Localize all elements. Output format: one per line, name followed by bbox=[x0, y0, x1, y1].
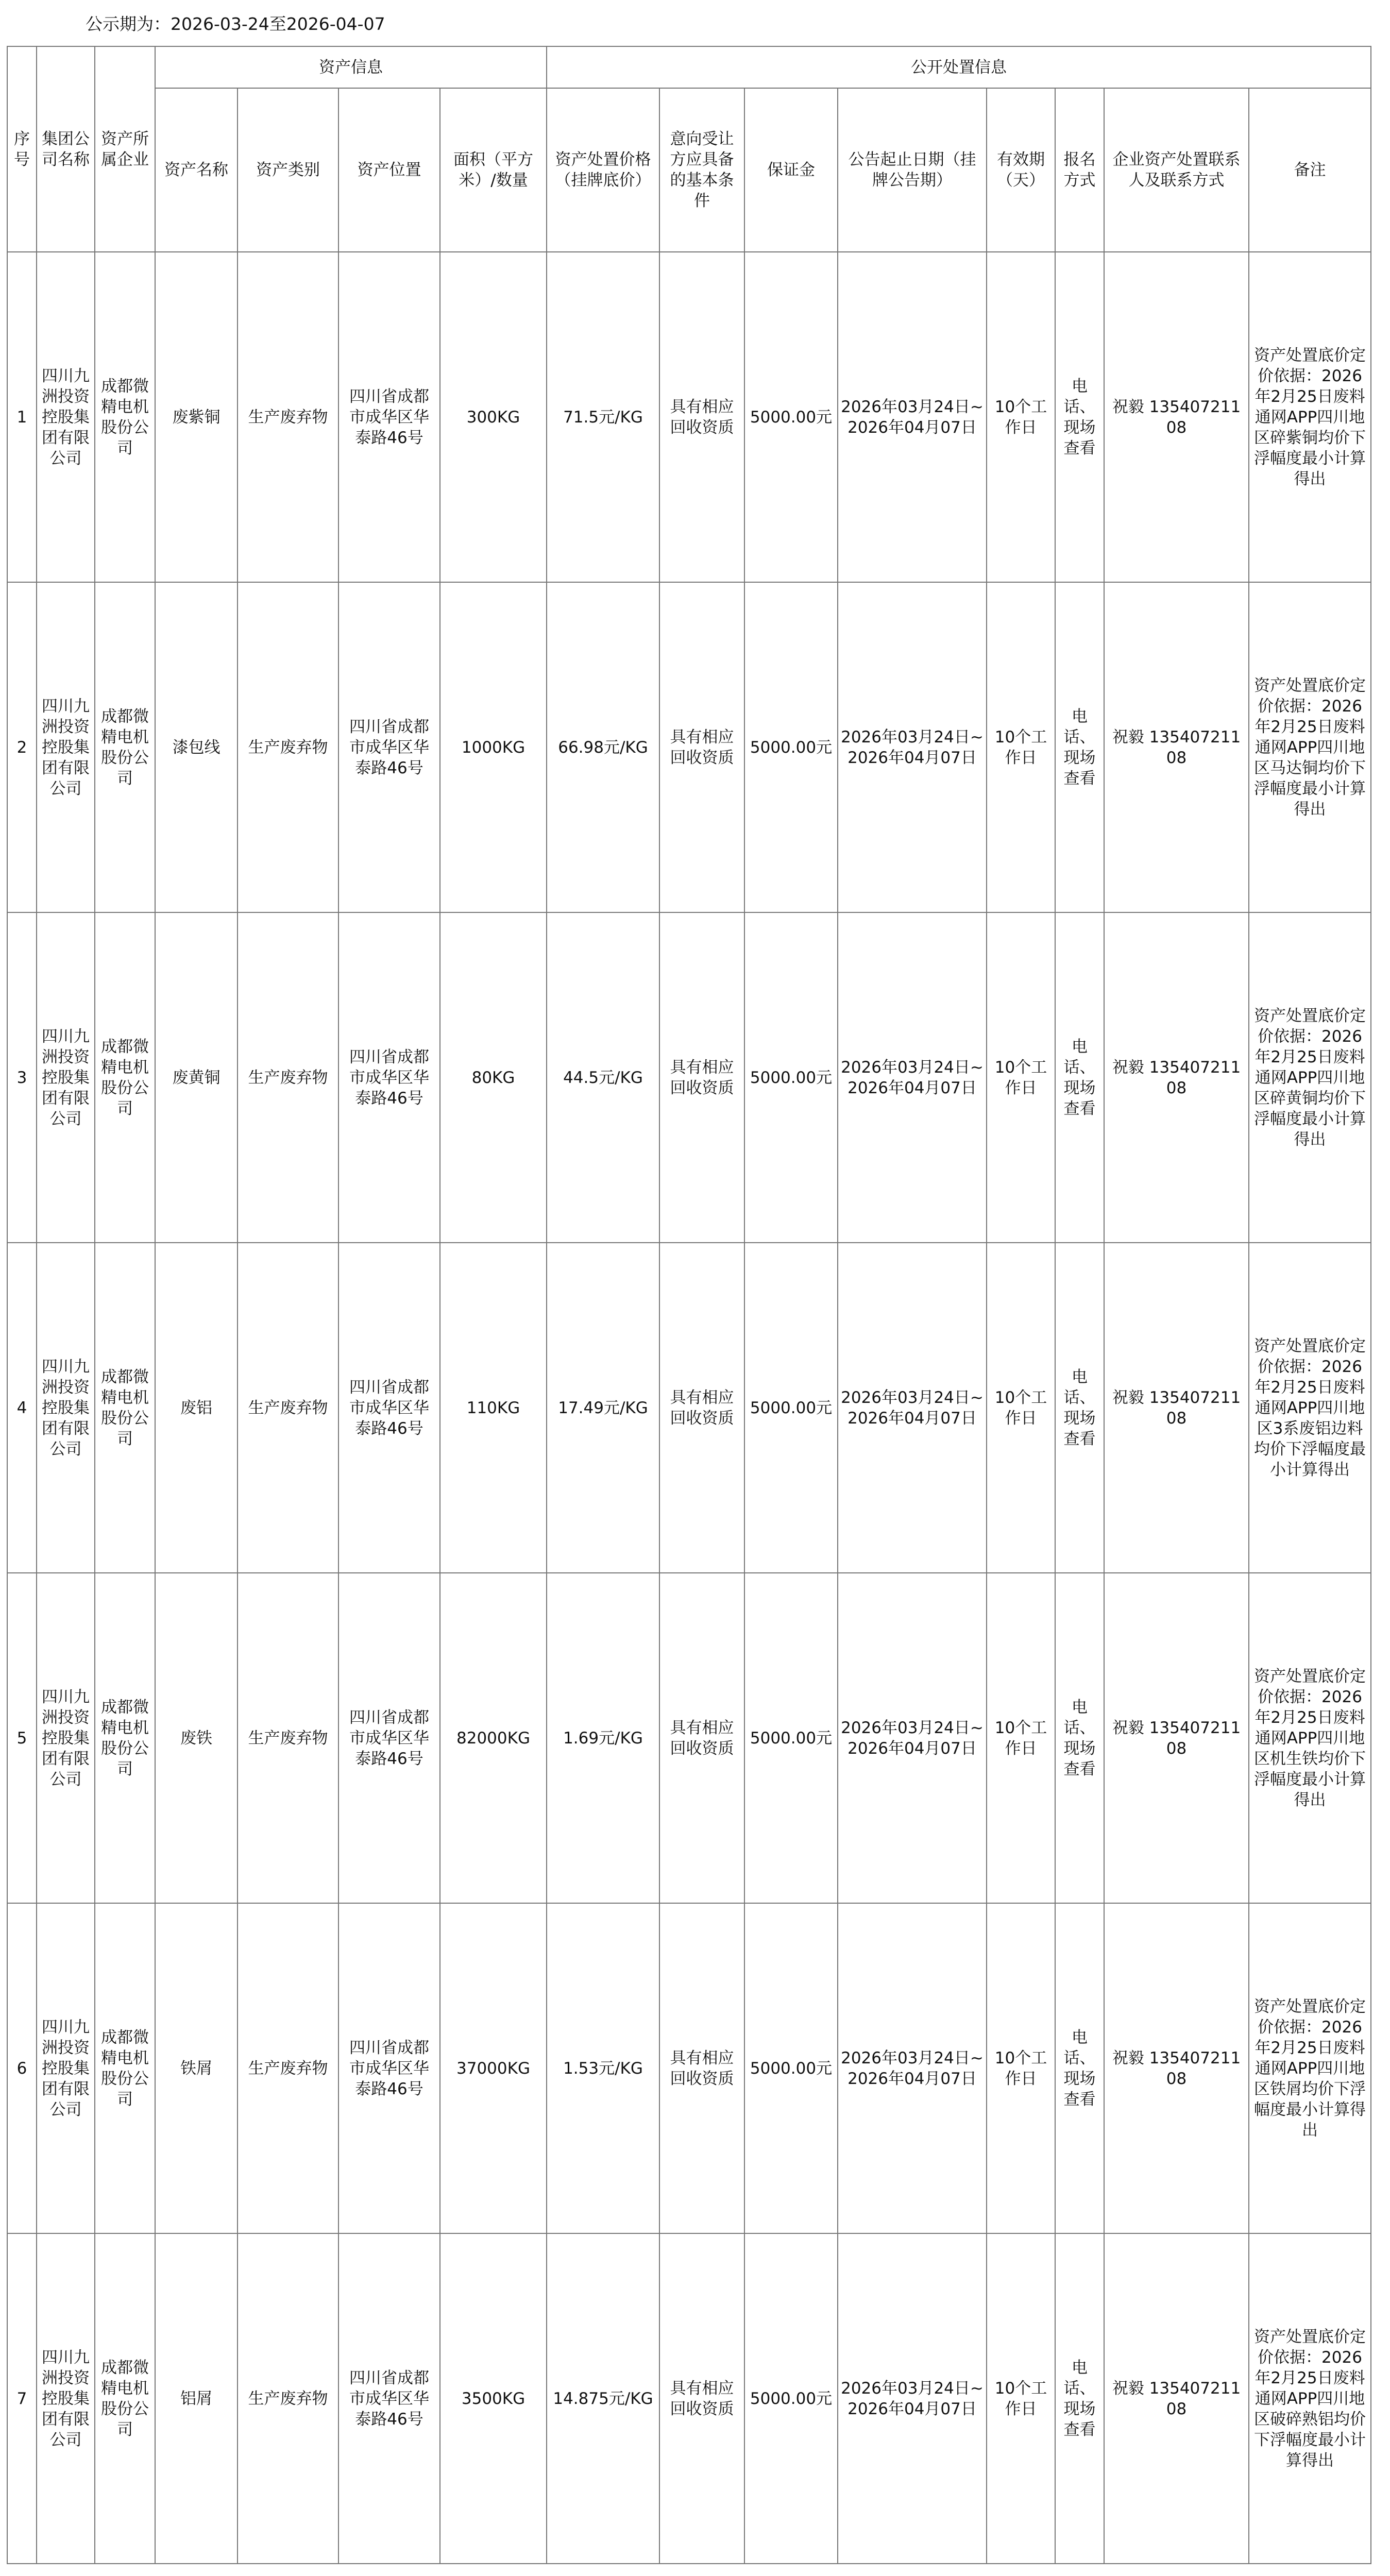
cell-company: 成都微精电机股份公司 bbox=[95, 1573, 155, 1903]
cell-seq: 4 bbox=[7, 1243, 37, 1573]
table-header bbox=[7, 46, 1371, 252]
cell-dates: 2026年03月24日~2026年04月07日 bbox=[838, 252, 987, 582]
cell-validity: 10个工作日 bbox=[987, 1903, 1055, 2233]
cell-validity: 10个工作日 bbox=[987, 252, 1055, 582]
cell-location: 四川省成都市成华区华泰路46号 bbox=[338, 1573, 440, 1903]
cell-asset-type: 生产废弃物 bbox=[238, 252, 338, 582]
cell-signup: 电话、现场查看 bbox=[1055, 252, 1104, 582]
cell-qty: 1000KG bbox=[440, 582, 547, 912]
cell-asset-name: 废紫铜 bbox=[155, 252, 238, 582]
cell-asset-type: 生产废弃物 bbox=[238, 2233, 338, 2564]
cell-price: 44.5元/KG bbox=[547, 912, 659, 1243]
cell-asset-name: 废铁 bbox=[155, 1573, 238, 1903]
cell-signup: 电话、现场查看 bbox=[1055, 912, 1104, 1243]
cell-group: 四川九洲投资控股集团有限公司 bbox=[37, 1903, 95, 2233]
cell-note: 资产处置底价定价依据：2026年2月25日废料通网APP四川地区破碎熟铝均价下浮幅度最小计算得出 bbox=[1249, 2233, 1371, 2564]
table-row bbox=[7, 1903, 1371, 2233]
cell-location: 四川省成都市成华区华泰路46号 bbox=[338, 2233, 440, 2564]
table-row bbox=[7, 252, 1371, 582]
header-deposit: 保证金 bbox=[744, 88, 838, 252]
cell-deposit: 5000.00元 bbox=[744, 2233, 838, 2564]
header-asset-type: 资产类别 bbox=[238, 88, 338, 252]
cell-location: 四川省成都市成华区华泰路46号 bbox=[338, 1243, 440, 1573]
cell-group: 四川九洲投资控股集团有限公司 bbox=[37, 1243, 95, 1573]
cell-seq: 6 bbox=[7, 1903, 37, 2233]
cell-price: 1.69元/KG bbox=[547, 1573, 659, 1903]
header-signup: 报名方式 bbox=[1055, 88, 1104, 252]
cell-qty: 80KG bbox=[440, 912, 547, 1243]
cell-seq: 3 bbox=[7, 912, 37, 1243]
cell-company: 成都微精电机股份公司 bbox=[95, 582, 155, 912]
header-disposal-info: 公开处置信息 bbox=[547, 46, 1371, 88]
cell-dates: 2026年03月24日~2026年04月07日 bbox=[838, 1573, 987, 1903]
table-row bbox=[7, 1243, 1371, 1573]
cell-deposit: 5000.00元 bbox=[744, 582, 838, 912]
cell-group: 四川九洲投资控股集团有限公司 bbox=[37, 252, 95, 582]
cell-qty: 37000KG bbox=[440, 1903, 547, 2233]
header-asset-location: 资产位置 bbox=[338, 88, 440, 252]
cell-note: 资产处置底价定价依据：2026年2月25日废料通网APP四川地区马达铜均价下浮幅度最小计算得出 bbox=[1249, 582, 1371, 912]
cell-company: 成都微精电机股份公司 bbox=[95, 252, 155, 582]
header-dates: 公告起止日期（挂牌公告期） bbox=[838, 88, 987, 252]
cell-contact: 祝毅 13540721108 bbox=[1104, 2233, 1249, 2564]
header-asset-name: 资产名称 bbox=[155, 88, 238, 252]
cell-qty: 3500KG bbox=[440, 2233, 547, 2564]
cell-condition: 具有相应回收资质 bbox=[659, 582, 744, 912]
cell-company: 成都微精电机股份公司 bbox=[95, 2233, 155, 2564]
header-asset-info: 资产信息 bbox=[155, 46, 547, 88]
cell-location: 四川省成都市成华区华泰路46号 bbox=[338, 582, 440, 912]
cell-seq: 1 bbox=[7, 252, 37, 582]
cell-validity: 10个工作日 bbox=[987, 1573, 1055, 1903]
table-row bbox=[7, 582, 1371, 912]
cell-asset-type: 生产废弃物 bbox=[238, 912, 338, 1243]
cell-group: 四川九洲投资控股集团有限公司 bbox=[37, 582, 95, 912]
header-area-qty: 面积（平方米）/数量 bbox=[440, 88, 547, 252]
cell-condition: 具有相应回收资质 bbox=[659, 912, 744, 1243]
cell-group: 四川九洲投资控股集团有限公司 bbox=[37, 2233, 95, 2564]
header-validity: 有效期（天） bbox=[987, 88, 1055, 252]
cell-price: 66.98元/KG bbox=[547, 582, 659, 912]
cell-seq: 7 bbox=[7, 2233, 37, 2564]
header-notes: 备注 bbox=[1249, 88, 1371, 252]
header-group: 集团公司名称 bbox=[37, 46, 95, 252]
table-body bbox=[7, 252, 1371, 2564]
cell-dates: 2026年03月24日~2026年04月07日 bbox=[838, 1903, 987, 2233]
cell-price: 14.875元/KG bbox=[547, 2233, 659, 2564]
cell-condition: 具有相应回收资质 bbox=[659, 2233, 744, 2564]
cell-deposit: 5000.00元 bbox=[744, 1243, 838, 1573]
cell-signup: 电话、现场查看 bbox=[1055, 1903, 1104, 2233]
cell-dates: 2026年03月24日~2026年04月07日 bbox=[838, 2233, 987, 2564]
cell-company: 成都微精电机股份公司 bbox=[95, 1903, 155, 2233]
cell-signup: 电话、现场查看 bbox=[1055, 582, 1104, 912]
cell-signup: 电话、现场查看 bbox=[1055, 2233, 1104, 2564]
cell-price: 71.5元/KG bbox=[547, 252, 659, 582]
cell-deposit: 5000.00元 bbox=[744, 912, 838, 1243]
cell-location: 四川省成都市成华区华泰路46号 bbox=[338, 1903, 440, 2233]
cell-condition: 具有相应回收资质 bbox=[659, 1903, 744, 2233]
cell-location: 四川省成都市成华区华泰路46号 bbox=[338, 252, 440, 582]
asset-disposal-table bbox=[7, 46, 1371, 2564]
cell-validity: 10个工作日 bbox=[987, 912, 1055, 1243]
cell-asset-name: 废铝 bbox=[155, 1243, 238, 1573]
disclosure-period: 公示期为：2026-03-24至2026-04-07 bbox=[86, 14, 385, 34]
cell-signup: 电话、现场查看 bbox=[1055, 1573, 1104, 1903]
table-row bbox=[7, 1573, 1371, 1903]
cell-dates: 2026年03月24日~2026年04月07日 bbox=[838, 912, 987, 1243]
cell-qty: 82000KG bbox=[440, 1573, 547, 1903]
cell-contact: 祝毅 13540721108 bbox=[1104, 582, 1249, 912]
cell-contact: 祝毅 13540721108 bbox=[1104, 1573, 1249, 1903]
cell-contact: 祝毅 13540721108 bbox=[1104, 1903, 1249, 2233]
cell-asset-type: 生产废弃物 bbox=[238, 582, 338, 912]
cell-asset-name: 废黄铜 bbox=[155, 912, 238, 1243]
cell-seq: 2 bbox=[7, 582, 37, 912]
cell-dates: 2026年03月24日~2026年04月07日 bbox=[838, 1243, 987, 1573]
cell-condition: 具有相应回收资质 bbox=[659, 252, 744, 582]
header-price: 资产处置价格（挂牌底价） bbox=[547, 88, 659, 252]
table-row bbox=[7, 912, 1371, 1243]
cell-qty: 110KG bbox=[440, 1243, 547, 1573]
cell-group: 四川九洲投资控股集团有限公司 bbox=[37, 1573, 95, 1903]
cell-company: 成都微精电机股份公司 bbox=[95, 912, 155, 1243]
cell-qty: 300KG bbox=[440, 252, 547, 582]
cell-price: 17.49元/KG bbox=[547, 1243, 659, 1573]
header-seq: 序号 bbox=[7, 46, 37, 252]
cell-asset-type: 生产废弃物 bbox=[238, 1903, 338, 2233]
cell-note: 资产处置底价定价依据：2026年2月25日废料通网APP四川地区3系废铝边料均价下浮幅度最小计算得出 bbox=[1249, 1243, 1371, 1573]
cell-note: 资产处置底价定价依据：2026年2月25日废料通网APP四川地区机生铁均价下浮幅度最小计算得出 bbox=[1249, 1573, 1371, 1903]
cell-validity: 10个工作日 bbox=[987, 582, 1055, 912]
cell-validity: 10个工作日 bbox=[987, 1243, 1055, 1573]
cell-deposit: 5000.00元 bbox=[744, 252, 838, 582]
cell-company: 成都微精电机股份公司 bbox=[95, 1243, 155, 1573]
cell-note: 资产处置底价定价依据：2026年2月25日废料通网APP四川地区碎紫铜均价下浮幅度最小计算得出 bbox=[1249, 252, 1371, 582]
cell-deposit: 5000.00元 bbox=[744, 1573, 838, 1903]
cell-contact: 祝毅 13540721108 bbox=[1104, 1243, 1249, 1573]
table-row bbox=[7, 2233, 1371, 2564]
cell-condition: 具有相应回收资质 bbox=[659, 1573, 744, 1903]
header-contact: 企业资产处置联系人及联系方式 bbox=[1104, 88, 1249, 252]
header-company: 资产所属企业 bbox=[95, 46, 155, 252]
cell-asset-type: 生产废弃物 bbox=[238, 1573, 338, 1903]
cell-contact: 祝毅 13540721108 bbox=[1104, 252, 1249, 582]
cell-asset-name: 漆包线 bbox=[155, 582, 238, 912]
cell-contact: 祝毅 13540721108 bbox=[1104, 912, 1249, 1243]
cell-asset-type: 生产废弃物 bbox=[238, 1243, 338, 1573]
cell-price: 1.53元/KG bbox=[547, 1903, 659, 2233]
cell-deposit: 5000.00元 bbox=[744, 1903, 838, 2233]
cell-seq: 5 bbox=[7, 1573, 37, 1903]
cell-note: 资产处置底价定价依据：2026年2月25日废料通网APP四川地区碎黄铜均价下浮幅度最小计算得出 bbox=[1249, 912, 1371, 1243]
cell-asset-name: 铝屑 bbox=[155, 2233, 238, 2564]
cell-group: 四川九洲投资控股集团有限公司 bbox=[37, 912, 95, 1243]
cell-condition: 具有相应回收资质 bbox=[659, 1243, 744, 1573]
cell-dates: 2026年03月24日~2026年04月07日 bbox=[838, 582, 987, 912]
cell-validity: 10个工作日 bbox=[987, 2233, 1055, 2564]
cell-note: 资产处置底价定价依据：2026年2月25日废料通网APP四川地区铁屑均价下浮幅度最小计算得出 bbox=[1249, 1903, 1371, 2233]
cell-location: 四川省成都市成华区华泰路46号 bbox=[338, 912, 440, 1243]
cell-asset-name: 铁屑 bbox=[155, 1903, 238, 2233]
cell-signup: 电话、现场查看 bbox=[1055, 1243, 1104, 1573]
header-conditions: 意向受让方应具备的基本条件 bbox=[659, 88, 744, 252]
